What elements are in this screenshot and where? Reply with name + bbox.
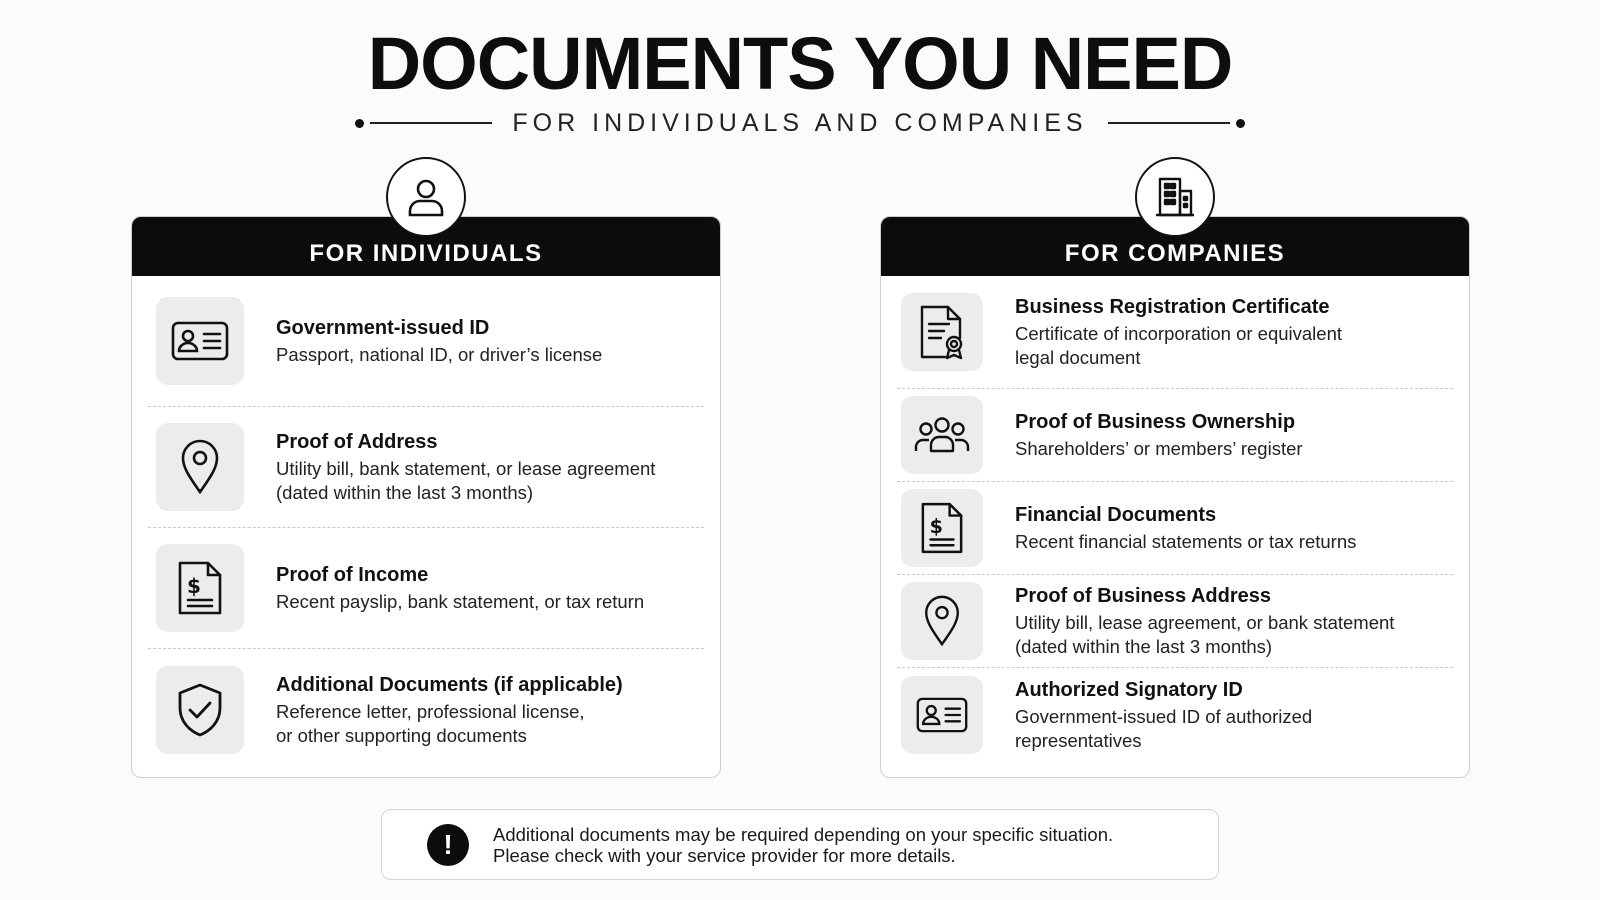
item-title: Business Registration Certificate [1015, 296, 1330, 318]
individuals-card [131, 216, 721, 778]
item-description: Government-issued ID of authorized representatives [1015, 705, 1313, 751]
certificate-icon [901, 293, 983, 371]
list-item [897, 668, 1453, 761]
item-title: Proof of Business Address [1015, 585, 1271, 607]
divider-dot [355, 119, 364, 128]
item-description: Shareholders’ or members’ register [1015, 438, 1303, 459]
shield-check-icon [156, 666, 244, 754]
list-item [897, 276, 1453, 389]
notice-box [381, 809, 1219, 880]
item-description: Certificate of incorporation or equivalent legal document [1015, 323, 1343, 368]
page-subtitle: FOR INDIVIDUALS AND COMPANIES [512, 108, 1088, 137]
item-title: Authorized Signatory ID [1015, 678, 1243, 701]
dollar-document-icon [156, 544, 244, 632]
person-icon [386, 157, 466, 237]
item-description: Recent payslip, bank statement, or tax return [276, 591, 645, 612]
notice-text: Additional documents may be required depending on your specific situation. Please check with your service provider for more details. [493, 823, 1114, 866]
location-pin-icon [156, 423, 244, 511]
item-title: Government-issued ID [276, 317, 490, 339]
list-item [148, 276, 704, 407]
item-title: Financial Documents [1015, 504, 1217, 526]
card-title: FOR COMPANIES [1064, 240, 1286, 267]
location-pin-icon [901, 582, 983, 660]
subtitle-row [0, 108, 1600, 138]
list-item [897, 389, 1453, 482]
list-item [148, 528, 704, 649]
item-title: Proof of Business Ownership [1015, 411, 1296, 433]
page-title: DOCUMENTS YOU NEED [367, 22, 1233, 105]
divider-dot [1236, 119, 1245, 128]
dollar-document-icon [901, 489, 983, 567]
item-description: Passport, national ID, or driver’s license [276, 344, 603, 365]
list-item [148, 407, 704, 528]
companies-card [880, 216, 1470, 778]
id-card-icon [901, 676, 983, 754]
svg-text:$: $ [929, 514, 943, 538]
item-title: Proof of Income [276, 564, 429, 586]
list-item [148, 649, 704, 770]
card-title: FOR INDIVIDUALS [309, 240, 543, 267]
item-description: Recent financial statements or tax returns [1015, 531, 1357, 552]
item-description: Utility bill, lease agreement, or bank statement (dated within the last 3 months) [1015, 612, 1395, 657]
divider-line [1108, 122, 1230, 124]
exclamation-icon: ! [427, 824, 469, 866]
building-icon [1135, 157, 1215, 237]
divider-line [370, 122, 492, 124]
item-description: Reference letter, professional license, or other supporting documents [276, 700, 585, 746]
item-title: Additional Documents (if applicable) [276, 673, 623, 696]
list-item [897, 575, 1453, 668]
svg-text:$: $ [187, 574, 201, 598]
group-icon [901, 396, 983, 474]
item-description: Utility bill, bank statement, or lease agreement (dated within the last 3 months) [276, 458, 656, 503]
list-item [897, 482, 1453, 575]
item-title: Proof of Address [276, 431, 438, 453]
id-card-icon [156, 297, 244, 385]
